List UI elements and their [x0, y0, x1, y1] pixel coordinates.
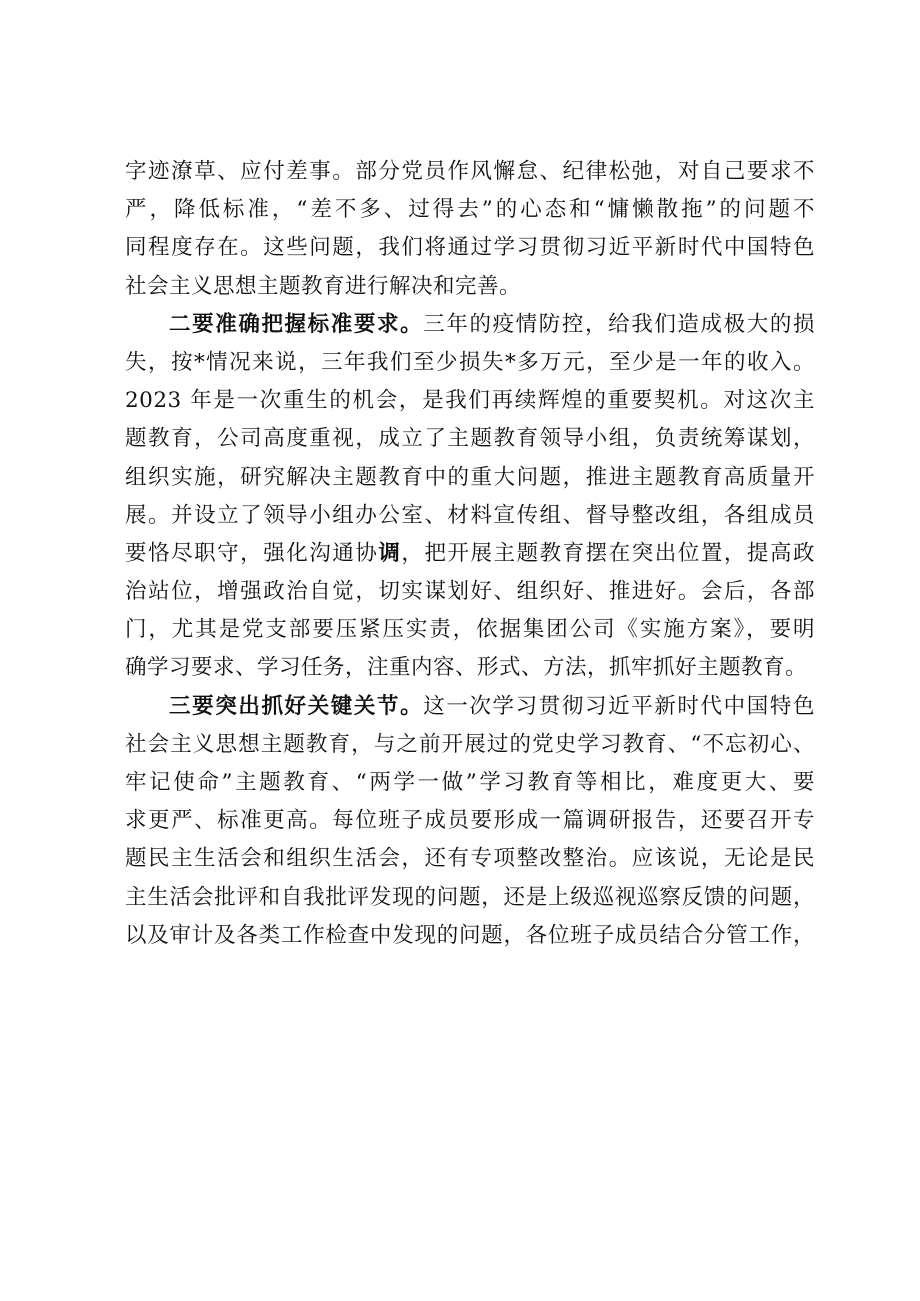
text-line	[125, 306, 815, 344]
bold-char: 调	[378, 540, 402, 566]
text-line	[125, 688, 815, 726]
text-line	[125, 917, 815, 955]
text-line	[125, 382, 815, 420]
line-text: 2023 年是一次重生的机会，是我们再续辉煌的重要契机。对这次主	[125, 388, 815, 414]
line-text: 确学习要求、学习任务，注重内容、形式、方法，抓牢抓好主题教育。	[125, 655, 808, 681]
text-line	[125, 726, 815, 764]
line-text: 同程度存在。这些问题，我们将通过学习贯彻习近平新时代中国特色	[125, 235, 815, 261]
section-heading-3: 三要突出抓好关键关节。	[169, 693, 424, 719]
line-text: 字迹潦草、应付差事。部分党员作风懈怠、纪律松弛，对自己要求不	[125, 159, 815, 184]
line-text: 社会主义思想主题教育进行解决和完善。	[125, 273, 522, 299]
line-text: 主生活会批评和自我批评发现的问题，还是上级巡视巡察反馈的问题，	[125, 884, 815, 910]
text-line	[125, 573, 815, 611]
line-text: 这一次学习贯彻习近平新时代中国特色	[423, 693, 815, 719]
text-line	[125, 649, 815, 687]
line-text: 门，尤其是党支部要压紧压实责，依据集团公司《实施方案》，要明	[125, 617, 815, 643]
line-text: 以及审计及各类工作检查中发现的问题，各位班子成员结合分管工作，	[125, 922, 815, 948]
line-text: 求更严、标准更高。每位班子成员要形成一篇调研报告，还要召开专	[125, 808, 815, 834]
text-line	[125, 535, 815, 573]
text-line	[125, 268, 815, 306]
text-line	[125, 611, 815, 649]
text-line	[125, 802, 815, 840]
line-text: 社会主义思想主题教育，与之前开展过的党史学习教育、“不忘初心、	[125, 731, 815, 757]
line-text: 题教育，公司高度重视，成立了主题教育领导小组，负责统筹谋划，	[125, 426, 815, 452]
line-text: 组织实施，研究解决主题教育中的重大问题，推进主题教育高质量开	[125, 464, 815, 490]
line-text: 治站位，增强政治自觉，切实谋划好、组织好、推进好。会后，各部	[125, 579, 815, 605]
document-body	[125, 153, 815, 955]
text-line	[125, 420, 815, 458]
text-line	[125, 153, 815, 191]
line-text: ，把开展主题教育摆在突出位置，提高政	[401, 540, 815, 566]
line-text: 题民主生活会和组织生活会，还有专项整改整治。应该说，无论是民	[125, 846, 815, 872]
text-line	[125, 497, 815, 535]
text-line	[125, 229, 815, 267]
line-text: 严，降低标准，“差不多、过得去”的心态和“慵懒散拖”的问题不	[125, 197, 815, 223]
line-text: 三年的疫情防控，给我们造成极大的损	[423, 311, 815, 337]
text-line	[125, 459, 815, 497]
text-line	[125, 840, 815, 878]
text-line	[125, 344, 815, 382]
line-text: 牢记使命”主题教育、“两学一做”学习教育等相比，难度更大、要	[125, 770, 815, 795]
section-heading-2: 二要准确把握标准要求。	[169, 311, 424, 337]
text-line	[125, 879, 815, 917]
line-text: 要恪尽职守，强化沟通协	[125, 540, 379, 566]
text-line	[125, 764, 815, 802]
line-text: 展。并设立了领导小组办公室、材料宣传组、督导整改组，各组成员	[125, 502, 815, 528]
line-text: 失，按*情况来说，三年我们至少损失*多万元，至少是一年的收入。	[125, 349, 815, 375]
text-line	[125, 191, 815, 229]
